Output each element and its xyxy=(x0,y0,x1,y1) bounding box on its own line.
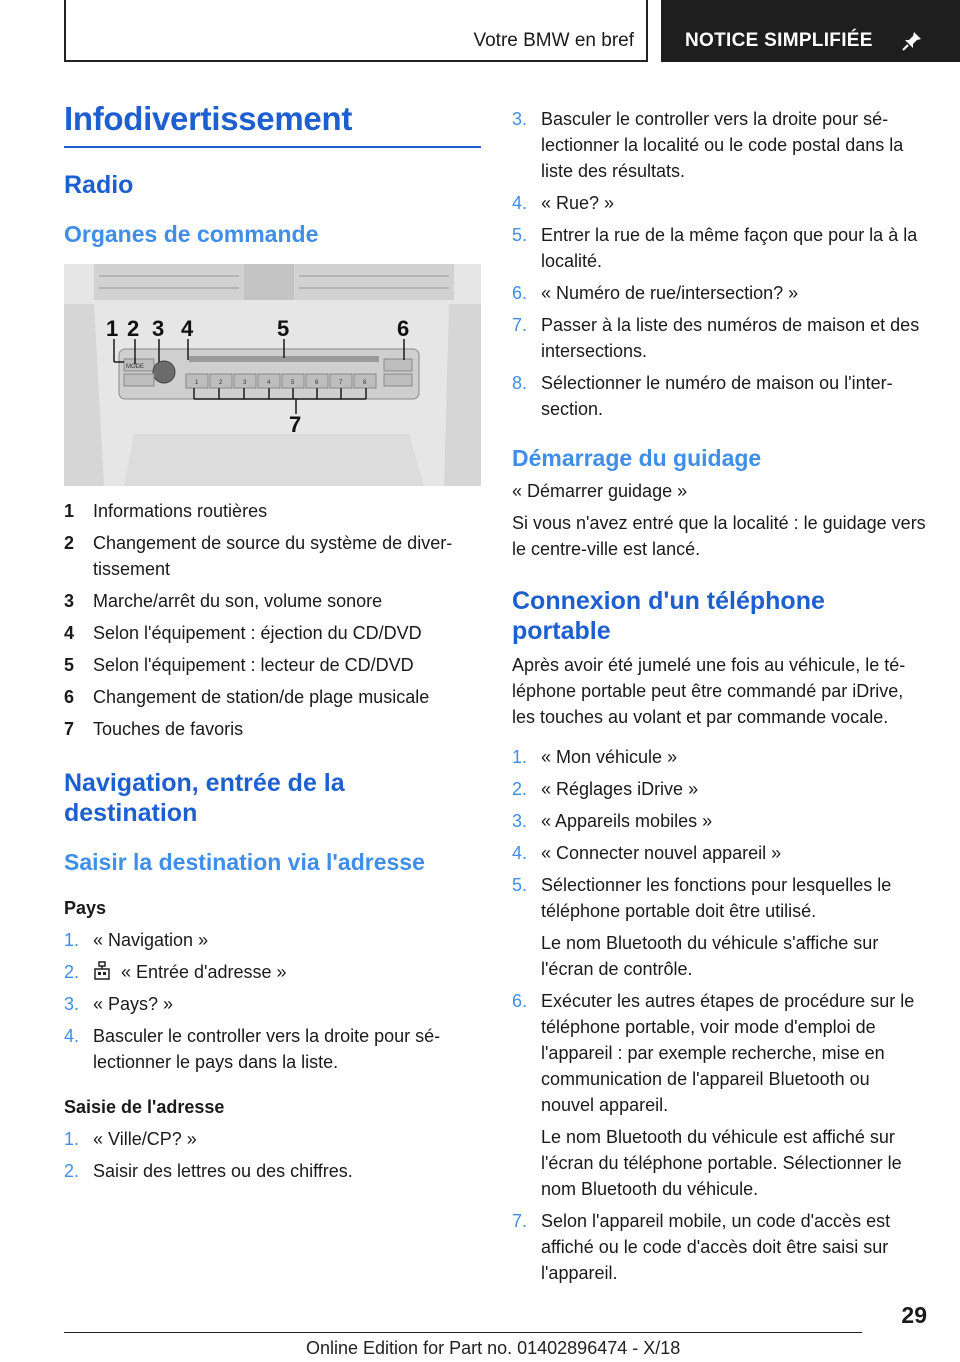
guidance-heading: Démarrage du guidage xyxy=(512,445,762,471)
navigation-destination-icon xyxy=(93,961,111,981)
list-item: 1. « Mon véhicule » xyxy=(512,747,678,767)
legend-item: 2 Changement de source du système de divertissement xyxy=(64,533,453,579)
country-heading: Pays xyxy=(64,898,107,918)
address-steps-continued xyxy=(512,106,926,422)
callout-6: 6 xyxy=(397,316,410,341)
header-chapter-tab xyxy=(661,0,960,62)
legend-item: 1 Informations routières xyxy=(64,501,268,521)
legend-item: 3 Marche/arrêt du son, volume sonore xyxy=(64,591,383,611)
footer-edition: Online Edition for Part no. 01402896474 - X/18 xyxy=(306,1338,681,1358)
phone-intro: Après avoir été jumelé une fois au véhicule, le téléphone portable peut être commandé par iDrive, les touches au volant et par commande vocale. xyxy=(512,655,906,727)
address-heading: Saisir la destination via l'adresse xyxy=(64,849,425,875)
preset-6-label: 6 xyxy=(315,380,319,386)
list-item: 2. « Réglages iDrive » xyxy=(512,779,699,799)
list-item: 5. Entrer la rue de la même façon que pour la à la localité. xyxy=(512,225,918,271)
right-column xyxy=(512,100,926,1292)
legend-item: 6 Changement de station/de plage musicale xyxy=(64,687,430,707)
callout-2: 2 xyxy=(127,316,140,341)
list-item: 4. « Connecter nouvel appareil » xyxy=(512,843,782,863)
list-item: 6. Exécuter les autres étapes de procédure sur le téléphone portable, voir mode d'emploi de l'appareil : par exemple recherche, mise en communication de l'appareil Bluetooth ou nouvel appareil. xyxy=(512,991,915,1115)
list-item: 5. Sélectionner les fonctions pour lesquelles le téléphone portable doit être utilisé. xyxy=(512,875,892,921)
list-item: 2. « Entrée d'adresse » xyxy=(64,962,287,982)
callout-5: 5 xyxy=(277,316,290,341)
list-item: 7. Passer à la liste des numéros de maison et des intersections. xyxy=(512,315,920,361)
radio-panel-illustration xyxy=(64,264,481,486)
preset-2-label: 2 xyxy=(219,380,223,386)
address-steps xyxy=(64,1126,481,1184)
page-number: 29 xyxy=(901,1302,927,1328)
callout-7: 7 xyxy=(289,412,302,437)
figure-legend xyxy=(64,498,481,742)
legend-item: 7 Touches de favoris xyxy=(64,719,244,739)
header-section-tab xyxy=(64,0,648,62)
step-note: Le nom Bluetooth du véhicule s'affiche sur l'écran de contrôle. xyxy=(541,933,879,979)
legend-item: 5 Selon l'équipement : lecteur de CD/DVD xyxy=(64,655,414,675)
country-steps xyxy=(64,927,481,1075)
pin-icon xyxy=(901,30,923,52)
navigation-heading: Navigation, entrée de la destination xyxy=(64,769,345,827)
list-item: 3. « Pays? » xyxy=(64,994,174,1014)
preset-8-label: 8 xyxy=(363,380,367,386)
phone-heading: Connexion d'un téléphone portable xyxy=(512,587,825,645)
callout-4: 4 xyxy=(181,316,194,341)
controls-heading: Organes de commande xyxy=(64,221,319,247)
step-note: Le nom Bluetooth du véhicule est affiché sur l'écran du téléphone portable. Sélectionner le nom Bluetooth du véhicule. xyxy=(541,1127,902,1199)
list-item: 1. « Navigation » xyxy=(64,930,209,950)
list-item: 2. Saisir des lettres ou des chiffres. xyxy=(64,1161,353,1181)
radio-heading: Radio xyxy=(64,171,134,199)
list-item: 3. Basculer le controller vers la droite pour sélectionner la localité ou le code postal dans la liste des résultats. xyxy=(512,109,904,181)
list-item: 7. Selon l'appareil mobile, un code d'accès est affiché ou le code d'accès doit être saisi sur l'appareil. xyxy=(512,1211,891,1283)
header-section-title: Votre BMW en bref xyxy=(473,30,634,51)
preset-5-label: 5 xyxy=(291,380,295,386)
header-chapter-title: NOTICE SIMPLIFIÉE xyxy=(685,30,873,51)
legend-item: 4 Selon l'équipement : éjection du CD/DVD xyxy=(64,623,422,643)
footer-divider xyxy=(64,1332,862,1333)
guidance-text: Si vous n'avez entré que la localité : le guidage vers le centre-ville est lancé. xyxy=(512,513,926,559)
list-item: 3. « Appareils mobiles » xyxy=(512,811,713,831)
list-item: 4. Basculer le controller vers la droite pour sélectionner le pays dans la liste. xyxy=(64,1026,441,1072)
list-item: 8. Sélectionner le numéro de maison ou l'intersection. xyxy=(512,373,893,419)
preset-7-label: 7 xyxy=(339,380,343,386)
guidance-command: « Démarrer guidage » xyxy=(512,481,688,501)
callout-1: 1 xyxy=(106,316,119,341)
preset-1-label: 1 xyxy=(195,380,199,386)
page-title: Infodivertissement xyxy=(64,100,481,148)
phone-steps xyxy=(512,744,926,1286)
radio-controls-figure xyxy=(64,264,481,486)
mode-button-label: MODE xyxy=(126,364,144,370)
address-entry-heading: Saisie de l'adresse xyxy=(64,1097,225,1117)
list-item: 4. « Rue? » xyxy=(512,193,615,213)
callout-3: 3 xyxy=(152,316,165,341)
left-column xyxy=(64,100,481,1190)
preset-3-label: 3 xyxy=(243,380,247,386)
list-item: 1. « Ville/CP? » xyxy=(64,1129,197,1149)
list-item: 6. « Numéro de rue/intersection? » xyxy=(512,283,799,303)
preset-4-label: 4 xyxy=(267,380,271,386)
